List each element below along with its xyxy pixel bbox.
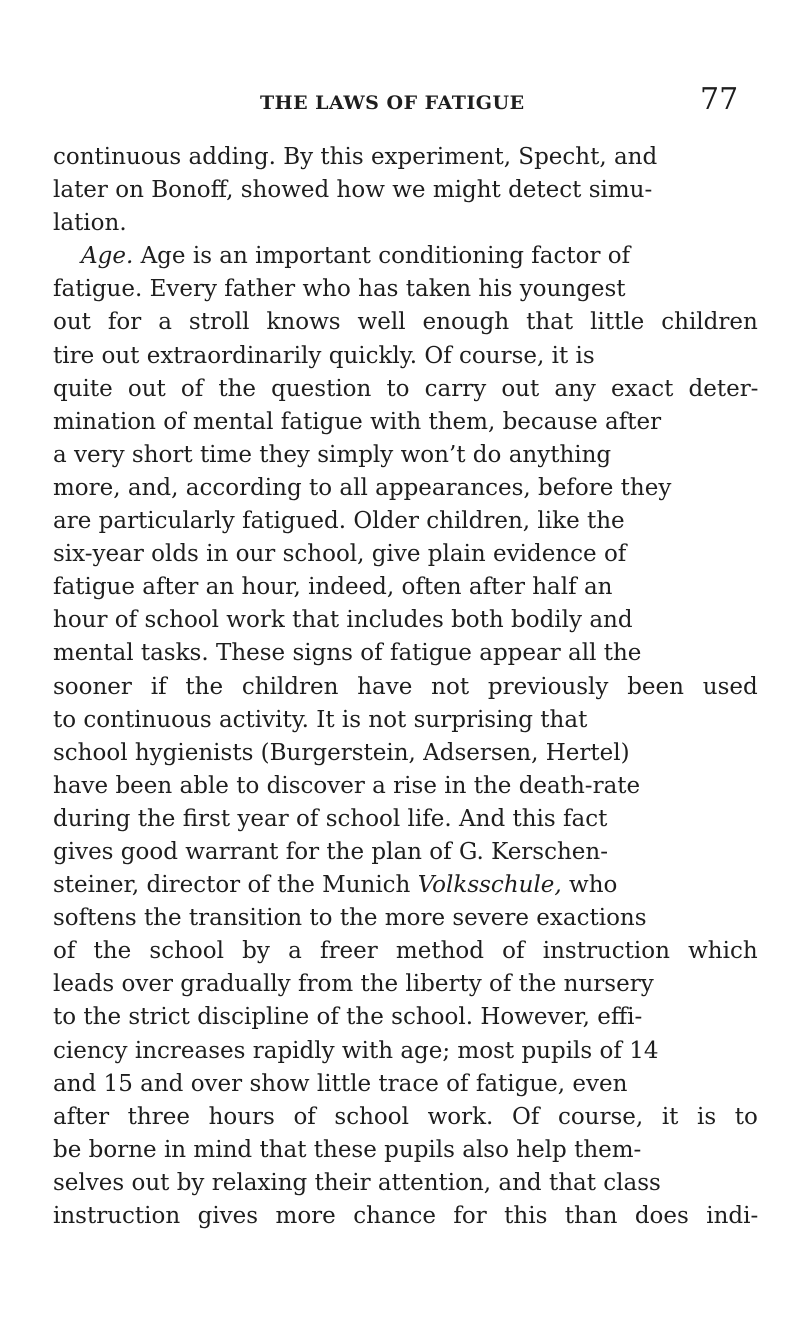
running-head (0, 82, 800, 122)
text-line: quite out of the question to carry out any exact deter- (53, 375, 759, 402)
text-line: school hygienists (Burgerstein, Adsersen, Hertel) (53, 739, 630, 766)
text-line: leads over gradually from the liberty of the nursery (53, 971, 654, 998)
text-line: steiner, director of the Munich Volksschule, who (53, 872, 618, 899)
text-line: fatigue after an hour, indeed, often after half an (53, 574, 613, 601)
text-line: mental tasks. These signs of fatigue appear all the (53, 640, 642, 667)
text-line: ciency increases rapidly with age; most pupils of 14 (53, 1037, 659, 1064)
text-line: a very short time they simply won’t do anything (53, 441, 612, 468)
text-line: be borne in mind that these pupils also help them- (53, 1136, 642, 1163)
section-heading-line: Age. Age is an important conditioning factor of (81, 243, 631, 270)
text-line: of the school by a freer method of instruction which (53, 938, 758, 965)
text-line: continuous adding. By this experiment, Specht, and (53, 144, 658, 170)
text-line: mination of mental fatigue with them, because after (53, 408, 662, 435)
text-line: after three hours of school work. Of course, it is to (53, 1103, 758, 1130)
text-line: fatigue. Every father who has taken his youngest (53, 276, 626, 303)
text-line: to continuous activity. It is not surprising that (53, 706, 588, 733)
text-line: selves out by relaxing their attention, and that class (53, 1169, 661, 1196)
text-line: gives good warrant for the plan of G. Kerschen- (53, 838, 608, 865)
body-text (53, 141, 758, 1233)
text-line: have been able to discover a rise in the death-rate (53, 772, 641, 799)
text-line: lation. (53, 210, 127, 237)
text-line: six-year olds in our school, give plain evidence of (53, 541, 627, 568)
text-line: are particularly fatigued. Older children, like the (53, 508, 625, 535)
text-line: and 15 and over show little trace of fatigue, even (53, 1070, 628, 1097)
text-line: during the first year of school life. And this fact (53, 805, 608, 832)
text-line: to the strict discipline of the school. However, effi- (53, 1004, 643, 1031)
italic-term: Volksschule, (417, 872, 562, 899)
text-line: tire out extraordinarily quickly. Of course, it is (53, 342, 595, 369)
text-line: hour of school work that includes both bodily and (53, 607, 633, 634)
text-line: sooner if the children have not previously been used (53, 673, 758, 700)
running-title: THE LAWS OF FATIGUE (260, 92, 525, 114)
page-number: 77 (700, 82, 739, 117)
text-line: softens the transition to the more severe exactions (53, 905, 647, 932)
text-line: later on Bonoff, showed how we might detect simu- (53, 177, 653, 204)
text-line: out for a stroll knows well enough that little children (53, 309, 758, 336)
text-line: more, and, according to all appearances, before they (53, 474, 672, 501)
text-line: instruction gives more chance for this than does indi- (53, 1203, 759, 1229)
section-heading: Age. (81, 243, 134, 270)
